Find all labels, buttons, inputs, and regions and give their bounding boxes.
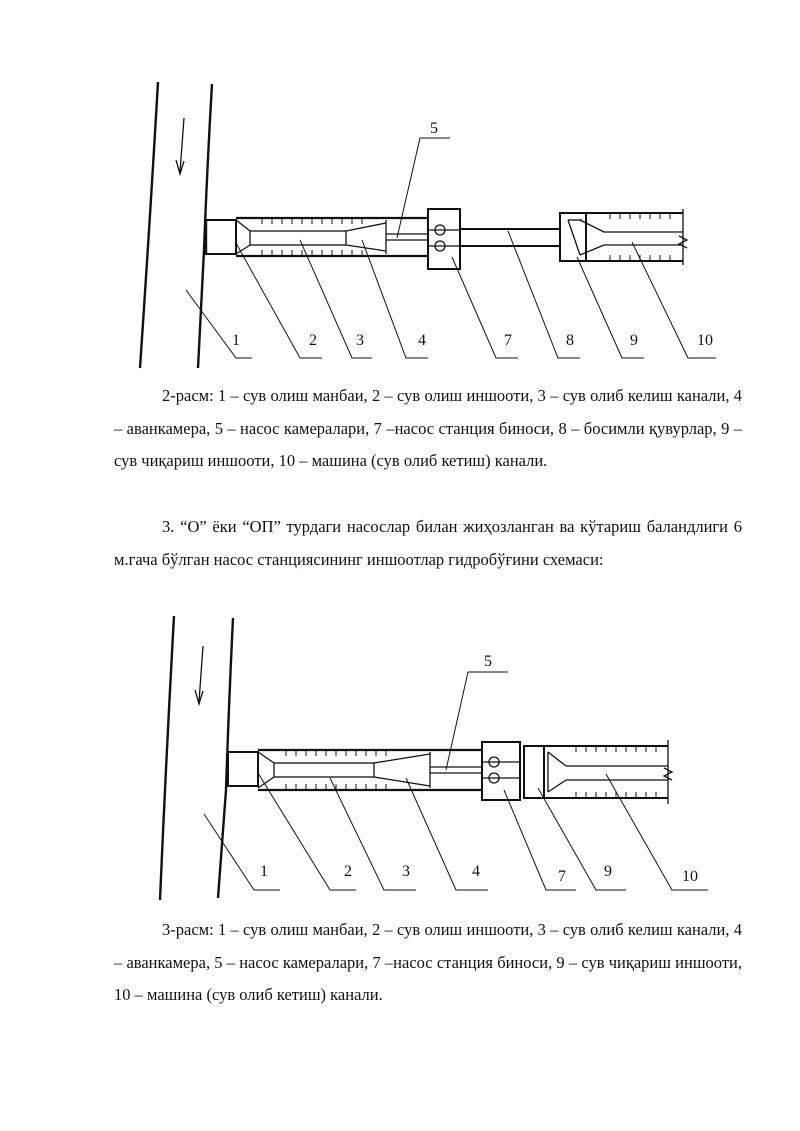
supply-canal (250, 231, 346, 245)
label-3: 3 (356, 332, 364, 349)
label-9: 9 (604, 863, 612, 880)
river-bank-left (160, 616, 174, 900)
label-10: 10 (697, 332, 713, 349)
label-3: 3 (402, 863, 410, 880)
canal-hatching (262, 213, 670, 261)
figure-3-diagram (0, 610, 800, 905)
label-9: 9 (630, 332, 638, 349)
river-bank-right (218, 618, 233, 898)
label-10: 10 (682, 868, 698, 885)
label-2: 2 (309, 332, 317, 349)
supply-canal (274, 763, 374, 777)
label-5: 5 (430, 120, 438, 137)
label-5: 5 (484, 653, 492, 670)
pump-station-building (482, 742, 520, 800)
label-2: 2 (344, 863, 352, 880)
label-4: 4 (472, 863, 480, 880)
caption-2: 2-расм: 1 – сув олиш манбаи, 2 – сув олиш иншооти, 3 – сув олиб келиш канали, 4 – аванкамера, 5 – насос камералари, 7 –насос станция биноси, 8 – босимли қувурлар, 9 – сув чиқариш иншооти, 10 – машина (сув олиб кетиш) канали. (114, 386, 742, 470)
label-8: 8 (566, 332, 574, 349)
label-4: 4 (418, 332, 426, 349)
intake-structure (228, 752, 258, 786)
figure-2-diagram (0, 70, 800, 370)
caption-3: 3-расм: 1 – сув олиш манбаи, 2 – сув олиш иншооти, 3 – сув олиб келиш канали, 4 – аванкамера, 5 – насос камералари, 7 –насос станция биноси, 9 – сув чиқариш иншооти, 10 – машина (сув олиб кетиш) канали. (114, 920, 742, 1004)
label-7: 7 (558, 868, 566, 885)
outlet-structure (524, 746, 544, 798)
pump-station-building (428, 209, 460, 269)
label-7: 7 (504, 332, 512, 349)
intake-structure (206, 220, 236, 254)
label-1: 1 (232, 332, 240, 349)
section-3-heading: 3. “О” ёки “ОП” турдаги насослар билан жиҳозланган ва кўтариш баландлиги 6 м.гача бўлган насос станциясининг иншоотлар гидробўғини схемаси: (114, 517, 742, 569)
label-1: 1 (260, 863, 268, 880)
river-bank-left (140, 82, 158, 368)
